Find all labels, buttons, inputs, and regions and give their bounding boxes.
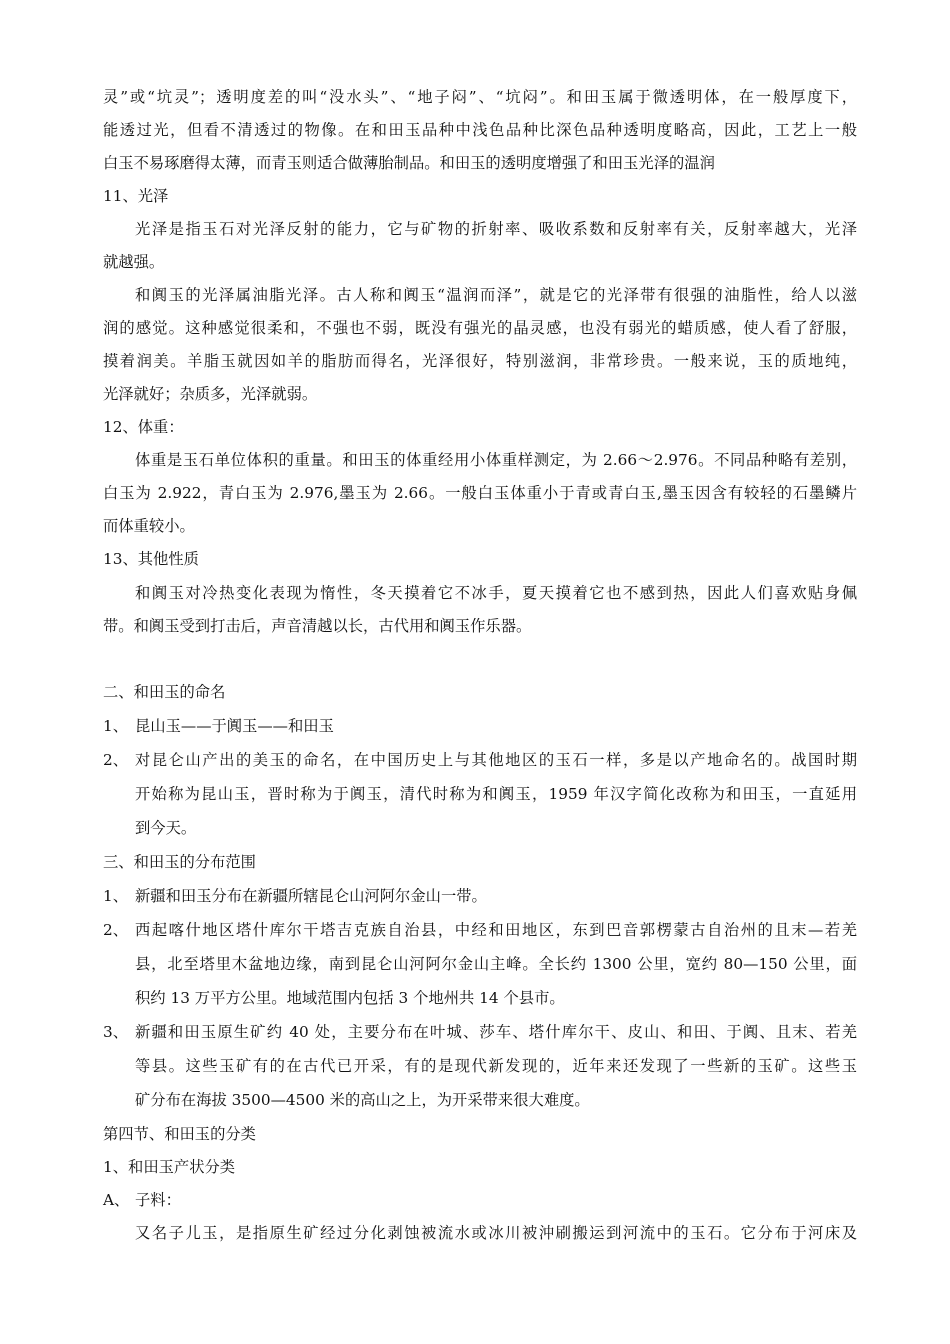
paragraph-line: 而体重较小。 xyxy=(103,517,195,535)
list-number: 3、 xyxy=(103,1023,129,1041)
list-item-text: 县，北至塔里木盆地边缘，南到昆仑山河阿尔金山主峰。全长约 1300 公里，宽约 80—150 公里，面 xyxy=(135,955,857,973)
list-item-text: 矿分布在海拔 3500—4500 米的高山之上，为开采带来很大难度。 xyxy=(135,1091,590,1109)
paragraph-line: 又名子儿玉，是指原生矿经过分化剥蚀被流水或冰川被沖刷搬运到河流中的玉石。它分布于河床及 xyxy=(135,1224,857,1242)
list-item-text: 昆山玉——于阗玉——和田玉 xyxy=(135,717,334,735)
list-item-text: 西起喀什地区塔什库尔干塔吉克族自治县，中经和田地区，东到巴音郭楞蒙古自治州的且末—若羌 xyxy=(135,921,857,939)
chapter-heading: 二、和田玉的命名 xyxy=(103,683,226,701)
list-item-text: 新疆和田玉原生矿约 40 处，主要分布在叶城、莎车、塔什库尔干、皮山、和田、于阗、且末、若羌 xyxy=(135,1023,857,1041)
list-item-text: 到今天。 xyxy=(135,819,197,837)
list-item-text: 等县。这些玉矿有的在古代已开采，有的是现代新发现的，近年来还发现了一些新的玉矿。这些玉 xyxy=(135,1057,857,1075)
section-heading: 13、其他性质 xyxy=(103,550,199,568)
list-number: 1、 xyxy=(103,717,129,735)
list-number: 2、 xyxy=(103,751,129,769)
paragraph-line: 和阗玉对冷热变化表现为惰性，冬天摸着它不冰手，夏天摸着它也不感到热，因此人们喜欢贴身佩 xyxy=(135,584,857,602)
paragraph-line: 润的感觉。这种感觉很柔和，不强也不弱，既没有强光的晶灵感，也没有弱光的蜡质感，使人看了舒服， xyxy=(103,319,857,337)
list-number: A、 xyxy=(103,1191,130,1209)
chapter-heading: 第四节、和田玉的分类 xyxy=(103,1125,256,1143)
paragraph-line: 灵”或“坑灵”；透明度差的叫“没水头”、“地子闷”、“坑闷”。和田玉属于微透明体，在一般厚度下， xyxy=(103,88,857,106)
subsection-heading: 1、和田玉产状分类 xyxy=(103,1158,236,1176)
chapter-heading: 三、和田玉的分布范围 xyxy=(103,853,256,871)
paragraph-line: 白玉不易琢磨得太薄，而青玉则适合做薄胎制品。和田玉的透明度增强了和田玉光泽的温润 xyxy=(103,154,715,172)
paragraph-line: 和阗玉的光泽属油脂光泽。古人称和阗玉“温润而泽”，就是它的光泽带有很强的油脂性，给人以滋 xyxy=(135,286,857,304)
list-item-text: 积约 13 万平方公里。地域范围内包括 3 个地州共 14 个县市。 xyxy=(135,989,565,1007)
list-item-text: 新疆和田玉分布在新疆所辖昆仑山河阿尔金山一带。 xyxy=(135,887,487,905)
section-heading: 12、体重： xyxy=(103,418,184,436)
section-heading: 11、光泽 xyxy=(103,187,169,205)
paragraph-line: 带。和阗玉受到打击后，声音清越以长，古代用和阗玉作乐器。 xyxy=(103,617,532,635)
list-number: 2、 xyxy=(103,921,129,939)
paragraph-line: 能透过光，但看不清透过的物像。在和田玉品种中浅色品种比深色品种透明度略高，因此，工艺上一般 xyxy=(103,121,857,139)
paragraph-line: 光泽就好；杂质多，光泽就弱。 xyxy=(103,385,318,403)
list-item-text: 对昆仑山产出的美玉的命名，在中国历史上与其他地区的玉石一样，多是以产地命名的。战国时期 xyxy=(135,751,857,769)
paragraph-line: 摸着润美。羊脂玉就因如羊的脂肪而得名，光泽很好，特别滋润，非常珍贵。一般来说，玉的质地纯， xyxy=(103,352,857,370)
list-item-text: 子料： xyxy=(135,1191,181,1209)
paragraph-line: 光泽是指玉石对光泽反射的能力，它与矿物的折射率、吸收系数和反射率有关，反射率越大，光泽 xyxy=(135,220,857,238)
paragraph-line: 体重是玉石单位体积的重量。和田玉的体重经用小体重样测定，为 2.66～2.976。不同品种略有差别， xyxy=(135,451,857,469)
list-number: 1、 xyxy=(103,887,129,905)
paragraph-line: 白玉为 2.922，青白玉为 2.976,墨玉为 2.66。一般白玉体重小于青或青白玉,墨玉因含有较轻的石墨鳞片 xyxy=(103,484,857,502)
list-item-text: 开始称为昆山玉，晋时称为于阗玉，清代时称为和阗玉，1959 年汉字简化改称为和田玉，一直延用 xyxy=(135,785,857,803)
paragraph-line: 就越强。 xyxy=(103,253,165,271)
